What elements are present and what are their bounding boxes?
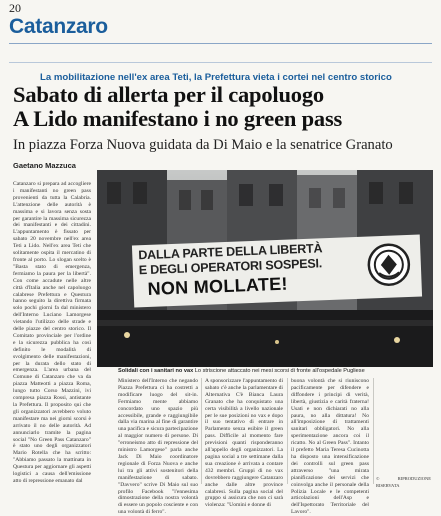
caption-text: Lo striscione attaccato nei mesi scorsi di fronte all'ospedale Pugliese [194, 368, 365, 374]
banner-line-1: DALLA PARTE DELLA LIBERTÀ [138, 241, 323, 263]
banner-line-2: E DEGLI OPERATORI SOSPESI. [138, 256, 323, 278]
article-byline: Gaetano Mazzuca [13, 161, 76, 170]
headline-line-2: A Lido manifestano i no green pass [13, 106, 343, 131]
article-column-3: A sponsorizzare l'appuntamento di sabato c'è anche la parlamentare di Alternativa C'è Bianca Laura Granato che ha conquistato una certa visibilità a livello nazionale per le sue posizioni no vax e dopo il suo tentativo di entrare in Parlamento senza esibire il green pass. Difficile al momento fare previsioni quanti risponderanno all'appello degli organizzatori. La pagina social a tre settimane dalla sua creazione è arrivata a contare 432 membri. Gruppi di no vax dovrebbero raggiungere Catanzaro anche dalle altre province calabresi. Sulla pagina social del gruppo si assicura che non ci sarà violenza: "Uomini e donne di [205, 378, 283, 509]
article-headline [13, 83, 342, 131]
headline-line-1: Sabato di allerta per il capoluogo [13, 82, 324, 107]
column-divider [201, 378, 202, 484]
article-subhead: In piazza Forza Nuova guidata da Di Maio e la senatrice Granato [13, 137, 393, 153]
section-divider [9, 43, 432, 44]
banner-line-3: NON MOLLATE! [147, 273, 289, 299]
column-divider [287, 378, 288, 484]
article-column-1: Catanzaro si prepara ad accogliere i manifestanti no green pass provenienti da tutta la Calabria. L'attenzione delle autorità è massima e si lavora senza sosta per garantire la massima sicurezza dei manifestanti e dei cittadini. L'appuntamento è fissato per sabato 20 novembre nell'ex area Teti a Lido. Nell'ex area Teti che solitamente ospita il mercatino di fronte al porto. Lo slogan scelto è "Basta stato di emergenza, fermiamo la paura per la libertà". Con come accadute nelle altre città d'Italia anche nel capoluogo calabrese Prefettura e Questura hanno seguito la direttiva firmata solo pochi giorni fa dal ministero dell'Interno Luciano Lamorgese vietando l'utilizzo delle strade e delle piazze del centro storico. Il Comitato provinciale per l'ordine e la sicurezza pubblica ha così definito le modalità di svolgimento delle manifestazioni, per la durata dello stato di emergenza. L'area urbana del Comune di Catanzaro che va da piazza Matteotti a piazza Roma, lungo tutto Corso Mazzini, ivi compresa piazza Rossi, antistante la Prefettura. Il proposito qui che gli organizzatori avrebbero voluto manifestare ma nei giorni scorsi è arrivato il no delle autorità. Ad annunciarlo tramite la pagina social "No Green Pass Catanzaro" è stato uno degli organizzatori Mario Rotella che ha scritto: "Abbiamo passato la mattinata in Questura per aggiornare gli aspetti logistici a causa dell'emissione atto di repressione emanato dal [13, 181, 91, 484]
column-divider [373, 378, 374, 484]
caption-bold: Solidali con i sanitari no vax [118, 368, 194, 374]
banner-emblem-icon [366, 242, 412, 288]
article-kicker: La mobilitazione nell'ex area Teti, la Prefettura vieta i cortei nel centro storico [40, 72, 392, 83]
copyright-note: © RIPRODUZIONE RISERVATA [376, 476, 431, 488]
section-title: Catanzaro [9, 15, 108, 38]
article-photo [97, 170, 433, 367]
protest-banner [132, 234, 422, 307]
article-column-4: buona volontà che si riuniscono pacificamente per difendere e diffondere i principi di verità, libertà, giustizia e carità fraterna! Usati e non dichiarati no alla paura, no alla dittatura! No all'imposizione di trattamenti sanitari obbligatori. No alla sperimentazione ancora coi il ricatto. No al Green Pass". Intanto il prefetto Maria Teresa Cucinotta ha disposto una intensificazione dei controlli sul green pass attraverso "una mirata pianificazione dei servizi che coinvolga anche il personale della Polizia Locale e le competenti articolazioni dell'Asp e dell'Ispettorato Territoriale del Lavoro". [291, 378, 369, 516]
page-number: 20 [9, 1, 21, 15]
article-column-2: Ministero dell'Interno che negando Piazza Prefettura ci ha costretti a modificare luogo del sit-in. Fermiamo mente abbiamo concordato uno spazio più accessibile, grande e raggiungibile dalla via marina al fine di garantire una pacifica e sicura partecipazione al maggior numero di persone. Di "erroneismo atto di repressione del ministro Lamorgese" parla anche Jack Di Maio coordinatore regionale di Forza Nuova e anche lui tra gli attivi sostenitori della manifestazione di sabato. "Davvero" scrive Di Maio sul suo profilo Facebook "l'ennesima dimostrazione della nostra volontà di essere un popolo cosciente e con una volontà di ferro". [118, 378, 198, 516]
header-divider [9, 62, 432, 63]
photo-caption [118, 368, 365, 374]
